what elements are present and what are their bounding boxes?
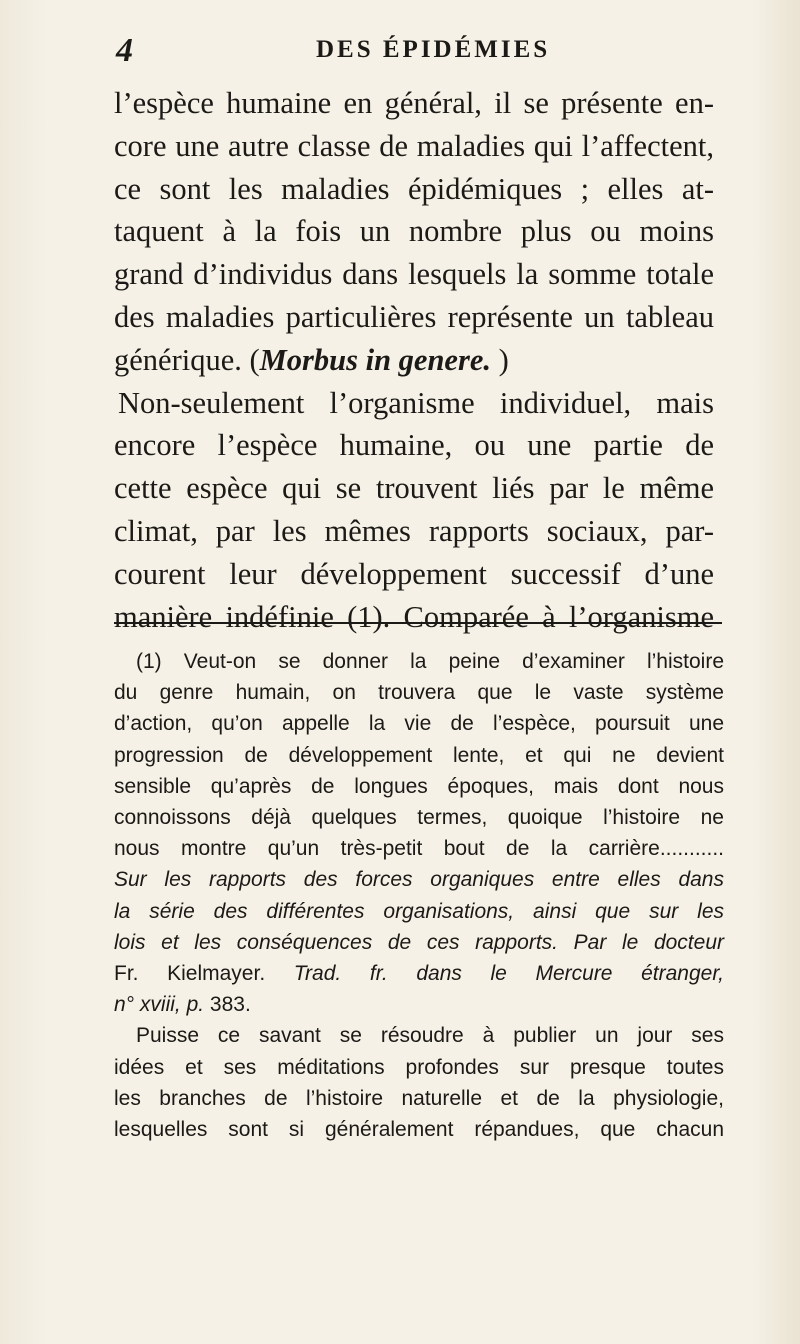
footnote <box>114 646 724 1145</box>
latin-phrase: Morbus in genere. <box>259 342 491 377</box>
body-line: manière indéfinie (1). Comparée à l’organisme <box>114 599 714 634</box>
footnote-line: du genre humain, on trouvera que le vaste système <box>114 681 724 705</box>
footnote-line: d’action, qu’on appelle la vie de l’espèce, poursuit une <box>114 712 724 736</box>
body-line: des maladies particulières représente un tableau <box>114 299 714 334</box>
body-line-with-latin <box>114 339 714 382</box>
citation-author-line <box>114 958 724 989</box>
page-header <box>116 32 710 72</box>
body-line: grand d’individus dans lesquels la somme totale <box>114 257 714 292</box>
body-line: ce sont les maladies épidémiques ; elles at- <box>114 171 714 206</box>
footnote-line: nous montre qu’un très-petit bout de la carrière........... <box>114 837 724 861</box>
body-line-text: générique. ( <box>114 342 260 377</box>
citation-author: Fr. Kielmayer. <box>114 962 294 986</box>
footnote-line: connoissons déjà quelques termes, quoique l’histoire ne <box>114 806 724 830</box>
running-head: DES ÉPIDÉMIES <box>316 36 551 63</box>
citation-line: la série des différentes organisations, ainsi que sur les <box>114 899 724 923</box>
body-line: courent leur développement successif d’une <box>114 556 714 591</box>
closing-line: idées et ses méditations profondes sur presque toutes <box>114 1055 724 1079</box>
body-line: core une autre classe de maladies qui l’affectent, <box>114 128 714 163</box>
body-line: Non-seulement l’organisme individuel, mais <box>118 385 714 420</box>
footnote-separator <box>114 622 722 624</box>
body-line: cette espèce qui se trouvent liés par le même <box>114 471 714 506</box>
citation-translation: Trad. fr. dans le Mercure étranger, <box>293 962 725 986</box>
footnote-line: (1) Veut-on se donner la peine d’examiner l’histoire <box>136 650 724 673</box>
closing-line: Puisse ce savant se résoudre à publier un jour ses <box>136 1024 724 1048</box>
citation-issue: n° xviii, p. <box>114 993 205 1017</box>
citation-issue-line <box>114 989 724 1020</box>
body-line: encore l’espèce humaine, ou une partie de <box>114 428 714 463</box>
latin-close-paren: ) <box>490 342 509 377</box>
main-body-text <box>114 82 714 638</box>
closing-line: lesquelles sont si généralement répandues, que chacun <box>114 1118 724 1142</box>
footnote-line: sensible qu’après de longues époques, mais dont nous <box>114 774 724 798</box>
closing-line: les branches de l’histoire naturelle et de la physiologie, <box>114 1086 724 1110</box>
citation-line: lois et les conséquences de ces rapports. Par le docteur <box>114 930 724 954</box>
body-line: climat, par les mêmes rapports sociaux, par- <box>114 513 714 548</box>
body-line: l’espèce humaine en général, il se présente en- <box>114 86 714 120</box>
body-line: taquent à la fois un nombre plus ou moins <box>114 214 714 249</box>
citation-page: 383. <box>204 993 251 1017</box>
citation-line: Sur les rapports des forces organiques entre elles dans <box>114 868 724 892</box>
page-number: 4 <box>116 32 133 69</box>
footnote-line: progression de développement lente, et qui ne devient <box>114 743 724 767</box>
